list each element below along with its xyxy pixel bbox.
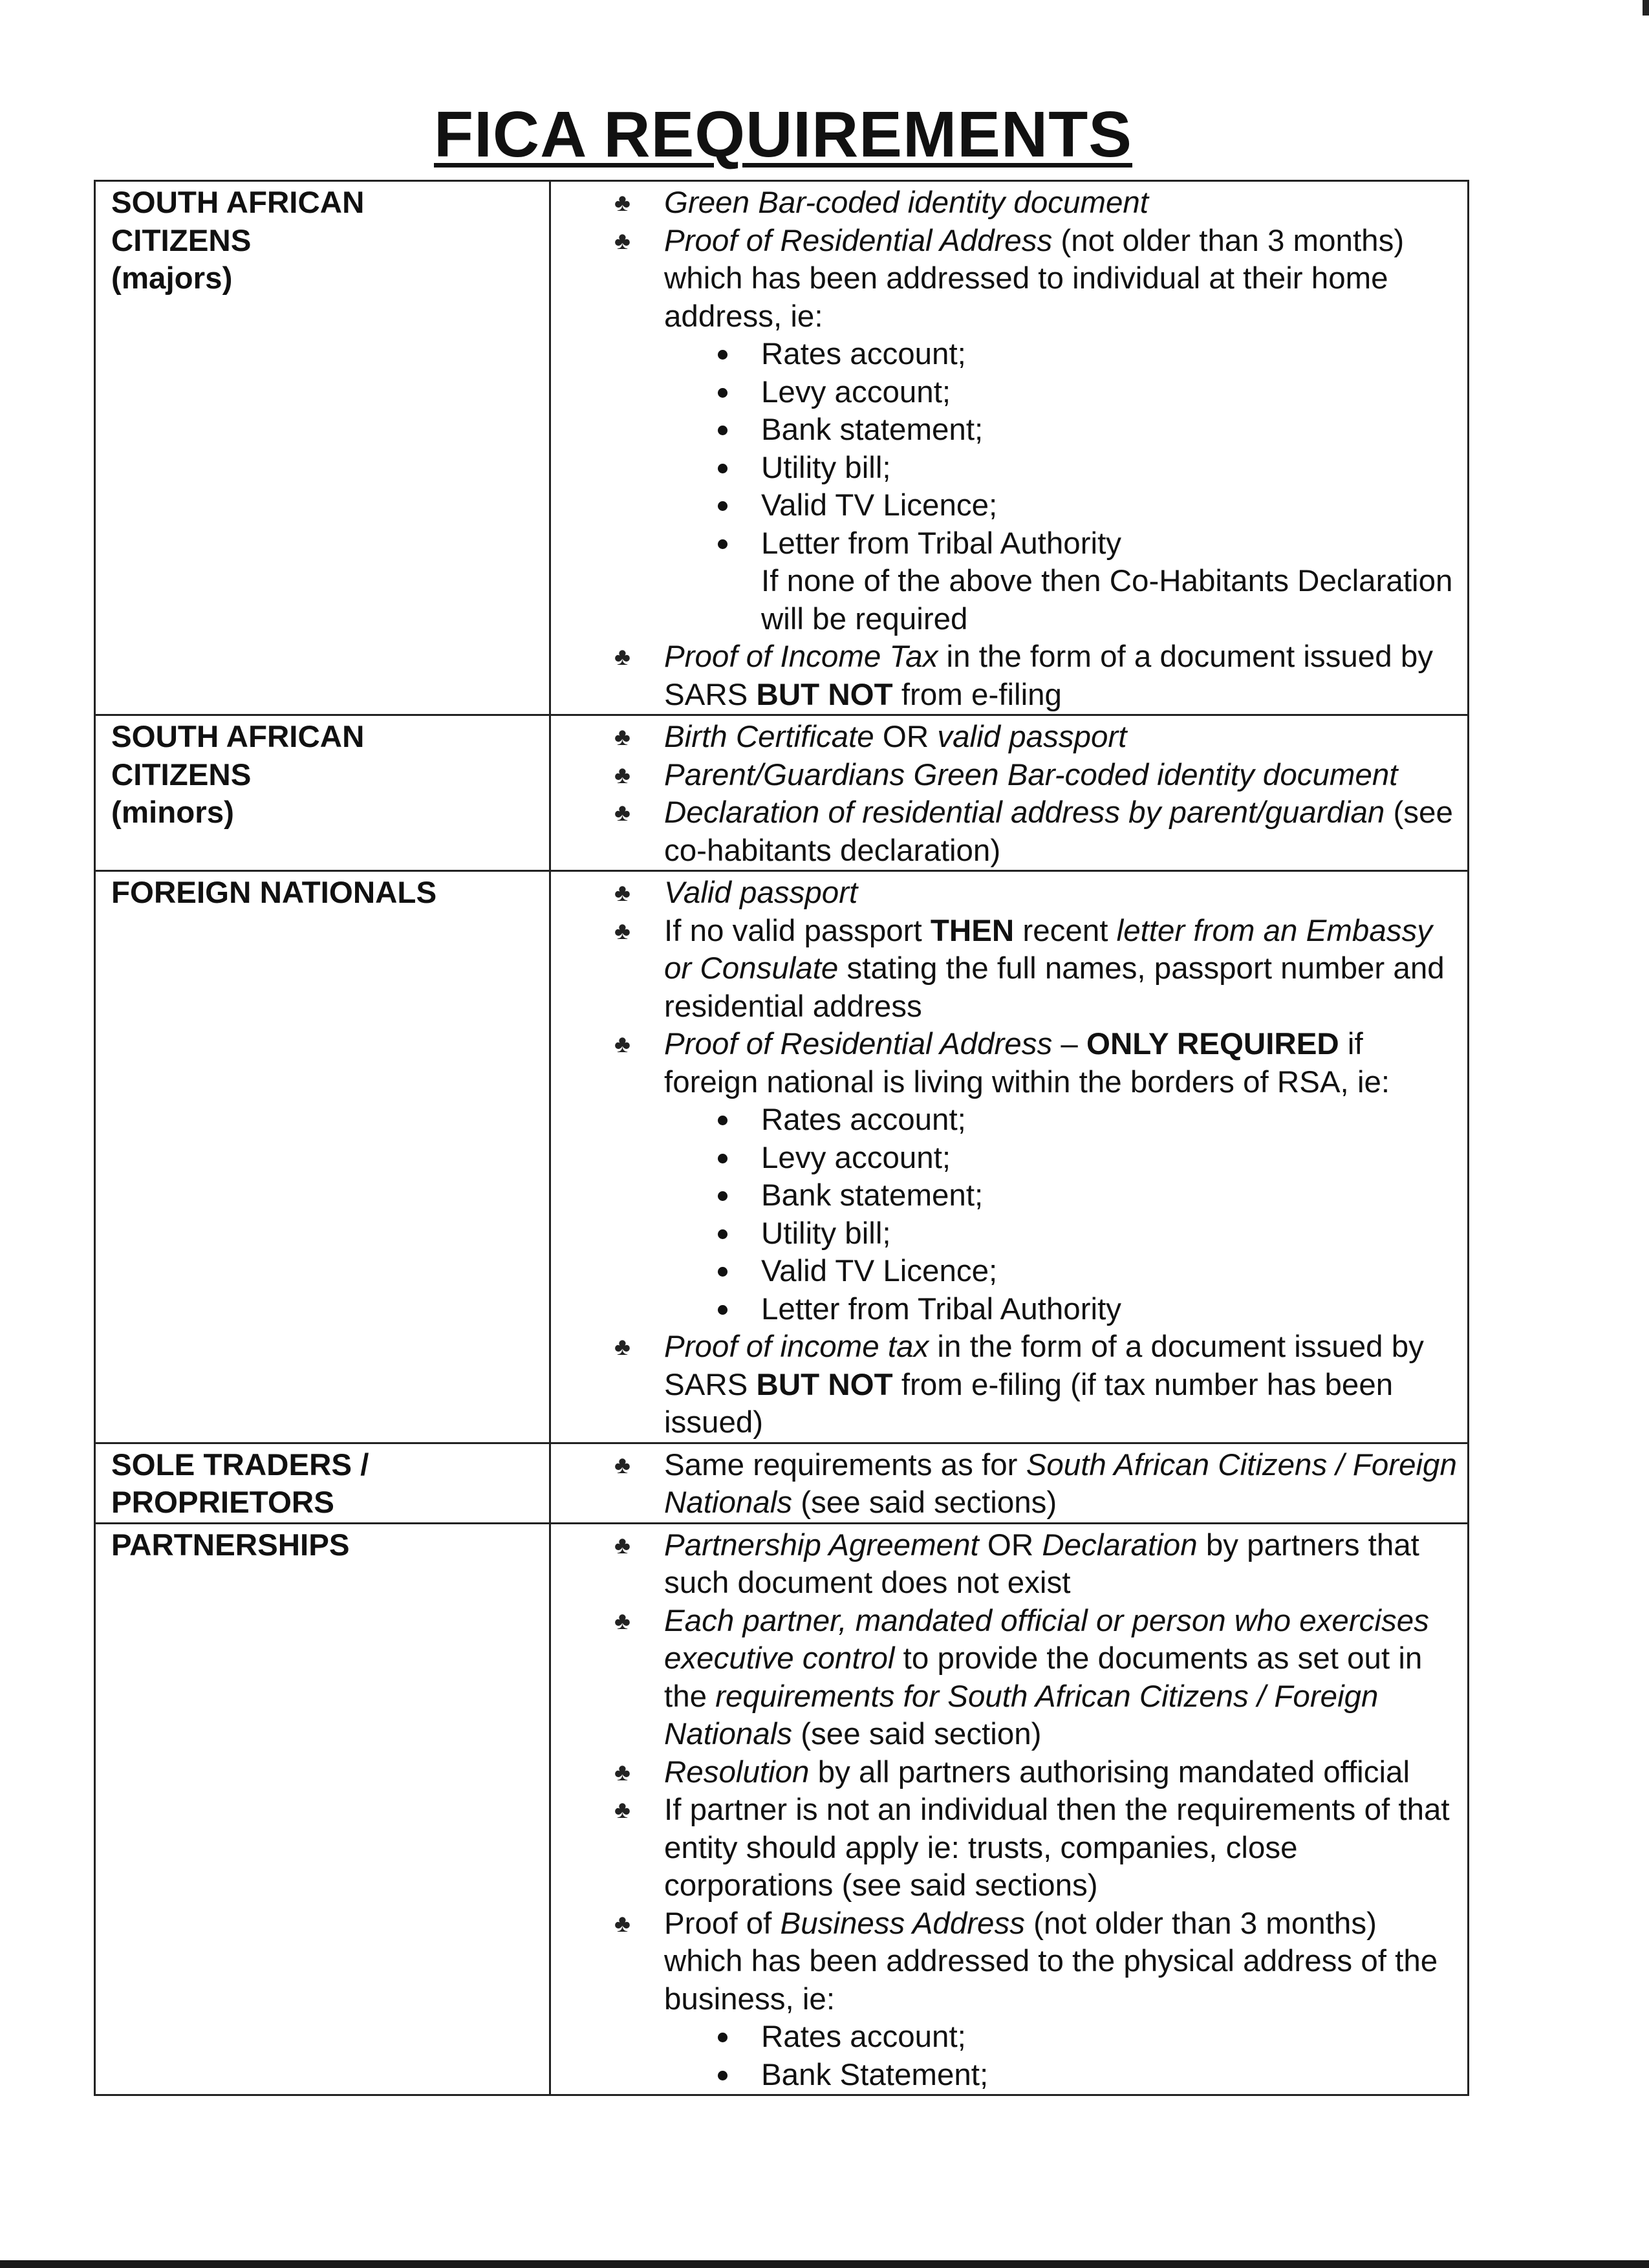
requirement-text: in the form of a document issued by SARS [664,640,1434,712]
requirement-list [551,1527,1458,2095]
document-list [664,1101,1458,1328]
section-row [95,871,1469,1443]
requirements-cell [550,715,1469,871]
requirement-text: THEN [930,913,1015,948]
document-item: Levy account; [761,1139,1458,1178]
requirement-text: from e-filing [892,677,1062,712]
section-row [95,715,1469,871]
requirement-item [664,1527,1458,1603]
document-item: Rates account; [761,1101,1458,1139]
requirement-item [664,1447,1458,1522]
document-item: Rates account; [761,2018,1458,2057]
category-cell [95,1443,550,1523]
document-item: Valid TV Licence; [761,1253,1458,1291]
requirement-text: to provide the documents as set out in the [664,1641,1423,1714]
requirement-text: BUT NOT [756,677,893,712]
requirement-text: Proof of Income Tax [664,640,938,674]
document-item: Levy account; [761,374,1458,412]
requirement-text: (see said sections) [792,1485,1057,1520]
requirement-text: Proof of Residential Address [664,223,1053,258]
category-cell [95,1523,550,2095]
requirement-text: (not older than 3 months) which has been addressed to individual at their home address, ie: [664,223,1405,334]
document-item: Utility bill; [761,449,1458,488]
requirement-list [551,184,1458,714]
requirement-list [551,874,1458,1442]
requirement-text: Same requirements as for [664,1447,1026,1482]
document-item: Rates account; [761,336,1458,374]
requirement-text: requirements for South African Citizens / Foreign Nationals [664,1679,1379,1751]
requirement-text: from e-filing (if tax number has been issued) [664,1367,1394,1440]
requirement-text: Resolution [664,1755,810,1789]
document-note: If none of the above then Co-Habitants Declaration will be required [761,564,1453,636]
requirement-text: stating the full names, passport number and residential address [664,951,1445,1024]
document-list [664,336,1458,563]
requirement-text: Proof of Residential Address [664,1027,1053,1061]
requirement-text: valid passport [937,720,1127,754]
requirement-text: in the form of a document issued by SARS [664,1330,1424,1402]
requirement-text: by all partners authorising mandated official [809,1755,1410,1789]
requirement-text: South African Citizens / Foreign Nationals [664,1447,1457,1520]
category-label: PARTNERSHIPS [111,1528,350,1562]
requirement-text: – [1052,1027,1087,1061]
requirement-text: OR [978,1528,1042,1562]
section-row [95,1443,1469,1523]
page-title: FICA REQUIREMENTS [434,98,1132,171]
document-list [664,2018,1458,2094]
requirement-text: Declaration of residential address by parent/guardian [664,795,1385,830]
requirements-table-body [95,181,1469,2095]
requirement-text: recent [1014,913,1117,948]
requirement-text: Each partner, mandated official or person who exercises executive control [664,1603,1429,1676]
requirement-text: OR [874,720,938,754]
document-item: Letter from Tribal Authority [761,525,1458,563]
requirement-text: Proof of [664,1906,781,1941]
requirement-text: Parent/Guardians Green Bar-coded identity document [664,757,1398,792]
document-item: Letter from Tribal Authority [761,1291,1458,1329]
category-cell [95,871,550,1443]
requirement-item [664,757,1458,795]
requirement-text: (not older than 3 months) which has been addressed to the physical address of the business, ie: [664,1906,1438,2016]
requirement-item [664,1754,1458,1792]
requirement-item [664,1026,1458,1328]
document-item: Bank statement; [761,1177,1458,1215]
document-item: Valid TV Licence; [761,487,1458,525]
requirement-item [664,718,1458,757]
requirement-text: Valid passport [664,876,858,910]
requirement-list [551,1447,1458,1522]
requirements-cell [550,871,1469,1443]
requirement-item [664,1791,1458,1905]
requirement-list [551,718,1458,870]
requirement-item [664,222,1458,639]
requirement-text: If partner is not an individual then the requirements of that entity should apply ie: trusts, companies, close corporations (see said sections) [664,1793,1450,1903]
requirement-item [664,1328,1458,1442]
requirement-text: Partnership Agreement [664,1528,979,1562]
requirement-text: Declaration [1042,1528,1198,1562]
requirements-cell [550,1523,1469,2095]
requirements-table [94,180,1469,2096]
requirement-item [664,184,1458,222]
requirement-text: if foreign national is living within the borders of RSA, ie: [664,1027,1390,1099]
category-label: FOREIGN NATIONALS [111,876,437,910]
requirement-item [664,1603,1458,1754]
requirement-text: Proof of income tax [664,1330,929,1364]
document-item: Bank statement; [761,411,1458,449]
requirement-text: by partners that such document does not exist [664,1528,1419,1600]
requirement-text: ONLY REQUIRED [1086,1027,1339,1061]
category-cell [95,181,550,715]
category-cell [95,715,550,871]
scan-edge-bottom [0,2260,1649,2268]
requirement-text: Birth Certificate [664,720,874,754]
requirement-item [664,638,1458,714]
requirement-item [664,794,1458,870]
requirements-cell [550,1443,1469,1523]
requirement-item [664,913,1458,1026]
requirements-cell [550,181,1469,715]
document-item: Bank Statement; [761,2057,1458,2095]
requirement-text: (see said section) [792,1717,1042,1751]
requirement-text: If no valid passport [664,913,931,948]
category-label: SOUTH AFRICAN CITIZENS (minors) [111,720,365,830]
requirement-text: (see co-habitants declaration) [664,795,1453,868]
requirement-text: Business Address [780,1906,1025,1941]
scan-edge-mark [1643,0,1649,16]
requirement-text: BUT NOT [756,1367,893,1402]
section-row [95,181,1469,715]
document-item: Utility bill; [761,1215,1458,1253]
section-row [95,1523,1469,2095]
requirement-item [664,1905,1458,2095]
requirement-item [664,874,1458,913]
category-label: SOLE TRADERS / PROPRIETORS [111,1447,369,1520]
category-label: SOUTH AFRICAN CITIZENS (majors) [111,186,365,296]
requirement-text: Green Bar-coded identity document [664,186,1149,220]
requirement-text: letter from an Embassy or Consulate [664,913,1432,986]
